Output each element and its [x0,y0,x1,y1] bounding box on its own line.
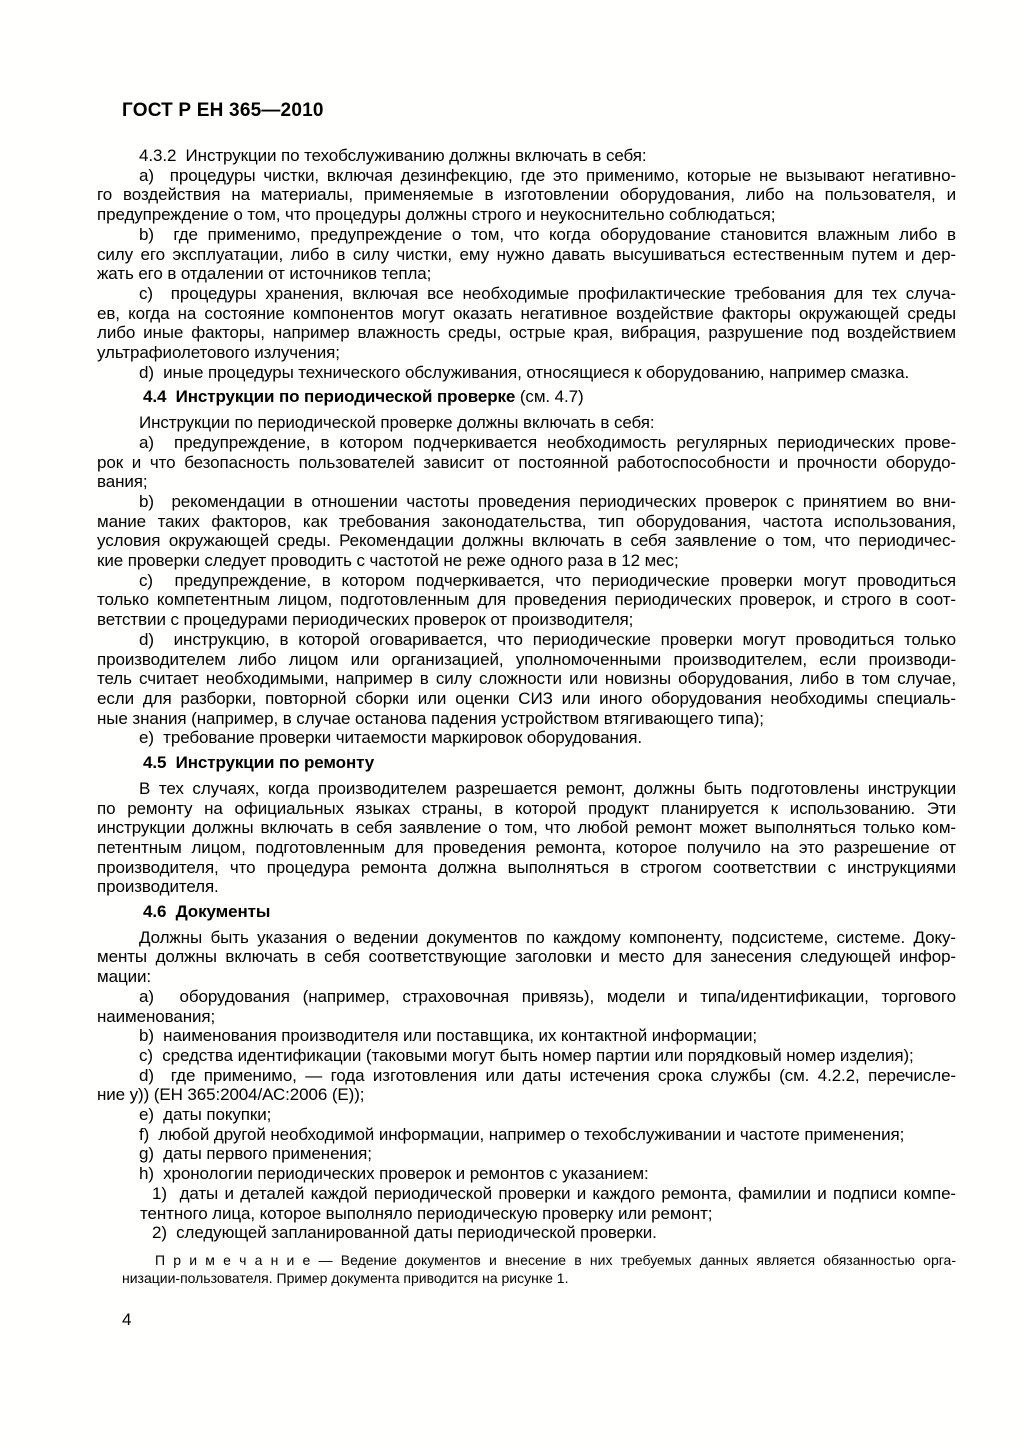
text-line: тентного лица, которое выполняло периодическую проверку или ремонт; [140,1203,713,1223]
heading-text: 4.6 Документы [143,902,271,922]
paragraph [97,363,956,383]
text-line: либо иные факторы, например влажность среды, острые края, вибрация, разрушение под воздействием [97,323,956,343]
text-line: a) процедуры чистки, включая дезинфекцию, где это применимо, которые не вызывают негативно- [139,165,956,185]
text-line: 1) даты и деталей каждой периодической проверки и каждого ремонта, фамилии и подписи компе- [152,1183,956,1203]
text-line: e) требование проверки читаемости маркировок оборудования. [139,728,642,748]
text-line: го воздействия на материалы, применяемые в изготовлении оборудования, либо на пользователя, и [97,185,956,205]
text-line: h) хронологии периодических проверок и ремонтов с указанием: [139,1164,649,1184]
paragraph [97,1105,956,1125]
text-line: тель считает необходимыми, например в силу сложности или новизны оборудования, либо в том случае, [97,669,956,689]
text-line: ние у)) (ЕН 365:2004/АС:2006 (Е)); [97,1085,365,1105]
text-line: b) наименования производителя или поставщика, их контактной информации; [139,1026,758,1046]
text-line: g) даты первого применения; [139,1144,372,1164]
text-line: по ремонту на официальных языках страны, в которой продукт планируется к использованию. Эти [97,798,956,818]
paragraph [97,728,956,748]
text-line: ев, когда на состояние компонентов могут оказать негативное воздействие факторы окружающей среды [97,303,956,323]
paragraph [97,1164,956,1184]
text-line: производителя. [97,877,219,897]
section-heading [97,753,956,773]
text-line: производителя, что процедура ремонта должна выполняться в строгом соответствии с инструкциями [97,857,956,877]
document-body [97,146,956,1288]
text-line: производителем либо лицом или организацией, уполномоченными производителем, если производи- [97,649,956,669]
list-subitem [140,1184,956,1223]
paragraph [97,146,956,166]
text-line: только компетентным лицом, подготовленным для проведения периодических проверок, и строго в соот- [97,590,956,610]
text-line: мации: [97,967,151,987]
paragraph [97,928,956,987]
text-line: менты должны включать в себя соответствующие заголовки и место для занесения следующей инфор- [97,947,956,967]
text-line: жать его в отдалении от источников тепла; [97,264,432,284]
section-heading [97,902,956,922]
paragraph [97,492,956,571]
text-line: мание таких факторов, как требования законодательства, тип оборудования, частота использования, [97,511,956,531]
paragraph [97,571,956,630]
text-line: низации-пользователя. Пример документа приводится на рисунке 1. [122,1270,569,1287]
text-line: петентным лицом, подготовленным для проведения ремонта, которое получило на это разрешение от [97,837,956,857]
text-line: инструкции должны включать в себя заявление о том, что любой ремонт может выполняться только ком- [97,818,956,838]
text-line: ные знания (например, в случае останова падения устройством втягивающего типа); [97,708,764,728]
heading-cross-reference: (см. 4.7) [515,387,584,407]
text-line: c) процедуры хранения, включая все необходимые профилактические требования для тех случа- [139,283,956,303]
text-line: d) иные процедуры технического обслуживания, относящиеся к оборудованию, например смазка. [139,362,910,382]
text-line: наименования; [97,1006,216,1026]
paragraph [97,413,956,433]
text-line: d) инструкцию, в которой оговаривается, что периодические проверки могут проводиться только [139,629,956,649]
text-line: силу его эксплуатации, либо в силу чистки, ему нужно давать высушиваться естественным путем и дер- [97,244,956,264]
paragraph [97,779,956,897]
paragraph [97,630,956,729]
paragraph [97,284,956,363]
text-line: 2) следующей запланированной даты периодической проверки. [152,1223,657,1243]
paragraph [97,433,956,492]
text-line: Инструкции по периодической проверке должны включать в себя: [139,413,655,433]
section-heading [97,387,956,407]
text-line: 4.3.2 Инструкции по техобслуживанию должны включать в себя: [139,146,647,165]
page-number: 4 [122,1310,132,1329]
text-line: b) где применимо, предупреждение о том, что когда оборудование становится влажным либо в [139,224,956,244]
paragraph [97,1046,956,1066]
heading-text: 4.4 Инструкции по периодической проверке [143,387,516,407]
text-line: кие проверки следует проводить с частотой не реже одного раза в 12 мес; [97,551,679,571]
paragraph [97,1026,956,1046]
paragraph [97,225,956,284]
note-block [122,1251,956,1288]
heading-text: 4.5 Инструкции по ремонту [143,753,375,773]
text-line: предупреждение о том, что процедуры должны строго и неукоснительно соблюдаться; [97,205,776,225]
paragraph [97,1066,956,1105]
text-line: a) оборудования (например, страховочная привязь), модели и типа/идентификации, торгового [139,986,956,1006]
text-line: e) даты покупки; [139,1105,272,1125]
text-line: c) средства идентификации (таковыми могут быть номер партии или порядковый номер изделия); [139,1045,914,1065]
running-header: ГОСТ Р ЕН 365—2010 [122,100,324,121]
paragraph [97,1125,956,1145]
text-line: В тех случаях, когда производителем разрешается ремонт, должны быть подготовлены инструкции [139,778,956,798]
text-line: рок и что безопасность пользователей зависит от постоянной работоспособности и прочности оборудо- [97,452,956,472]
paragraph [97,987,956,1026]
text-line: вания; [97,472,148,492]
list-subitem [140,1223,956,1243]
text-line: если для разборки, повторной сборки или оценки СИЗ или иного оборудования необходимы специаль- [97,688,956,708]
text-line: ветствии с процедурами периодических проверок от производителя; [97,610,634,630]
text-line: f) любой другой необходимой информации, например о техобслуживании и частоте применения; [139,1124,905,1144]
text-line: c) предупреждение, в котором подчеркивается, что периодические проверки могут проводиться [139,570,956,590]
paragraph [97,1144,956,1164]
text-line: a) предупреждение, в котором подчеркивается необходимость регулярных периодических прове- [139,432,956,452]
text-line: b) рекомендации в отношении частоты проведения периодических проверок с принятием во вни- [139,491,956,511]
paragraph [97,166,956,225]
text-line: П р и м е ч а н и е — Ведение документов и внесение в них требуемых данных является обязанностью орга- [155,1251,956,1268]
text-line: условия окружающей среды. Рекомендации должны включать в себя заявление о том, что периодичес- [97,531,956,551]
text-line: d) где применимо, — года изготовления или даты истечения срока службы (см. 4.2.2, перечисле- [139,1065,956,1085]
text-line: Должны быть указания о ведении документов по каждому компоненту, подсистеме, системе. Доку- [139,927,956,947]
text-line: ультрафиолетового излучения; [97,343,340,363]
